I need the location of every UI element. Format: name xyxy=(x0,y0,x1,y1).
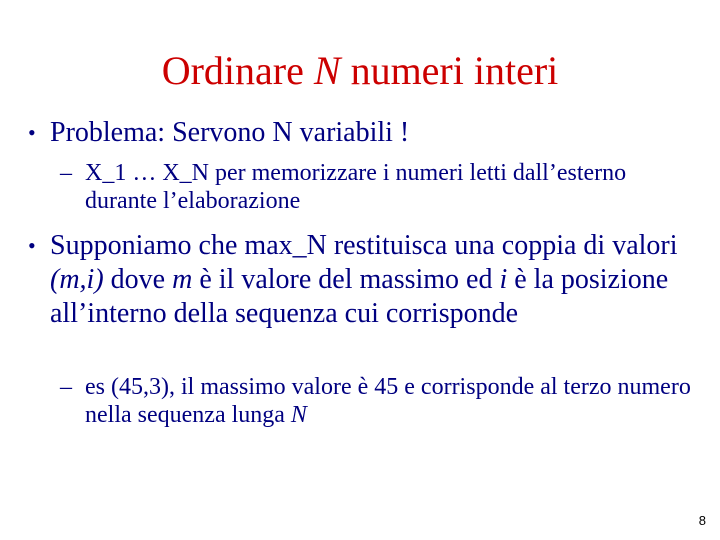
bullet-supponiamo-text xyxy=(50,229,708,331)
bullet-problema-text: Problema: Servono N variabili ! xyxy=(50,117,410,148)
title-prefix: Ordinare xyxy=(161,48,314,93)
text-part: dove xyxy=(103,264,173,295)
bullet-problema xyxy=(28,116,708,150)
title-italic-n: N xyxy=(313,48,341,93)
bullet-supponiamo xyxy=(28,229,708,331)
italic-m: m xyxy=(172,264,193,295)
dash-marker: – xyxy=(60,374,72,400)
text-part: es (45,3), il massimo valore è 45 e corrisponde al terzo numero nella sequenza lunga xyxy=(85,374,691,428)
text-part: Supponiamo che max_N restituisca una coppia di valori xyxy=(50,230,678,261)
dash-marker: – xyxy=(60,160,72,186)
sub-bullet-variabili xyxy=(60,159,700,215)
text-part: è la posizione all’interno della sequenza cui corrisponde xyxy=(50,264,669,329)
title-suffix: numeri interi xyxy=(340,48,559,93)
page-number: 8 xyxy=(698,513,706,528)
bullet-marker: • xyxy=(28,120,36,145)
sub-bullet-variabili-text: X_1 … X_N per memorizzare i numeri letti dall’esterno durante l’elaborazione xyxy=(85,160,627,214)
italic-i: i xyxy=(499,264,508,295)
text-part: è il valore del massimo ed xyxy=(192,264,500,295)
sub-bullet-esempio xyxy=(60,373,700,429)
slide-title xyxy=(0,46,720,96)
sub-bullet-esempio-text xyxy=(85,373,700,429)
italic-n: N xyxy=(290,402,307,428)
bullet-marker: • xyxy=(28,233,36,258)
italic-pair: (m,i) xyxy=(50,264,104,295)
